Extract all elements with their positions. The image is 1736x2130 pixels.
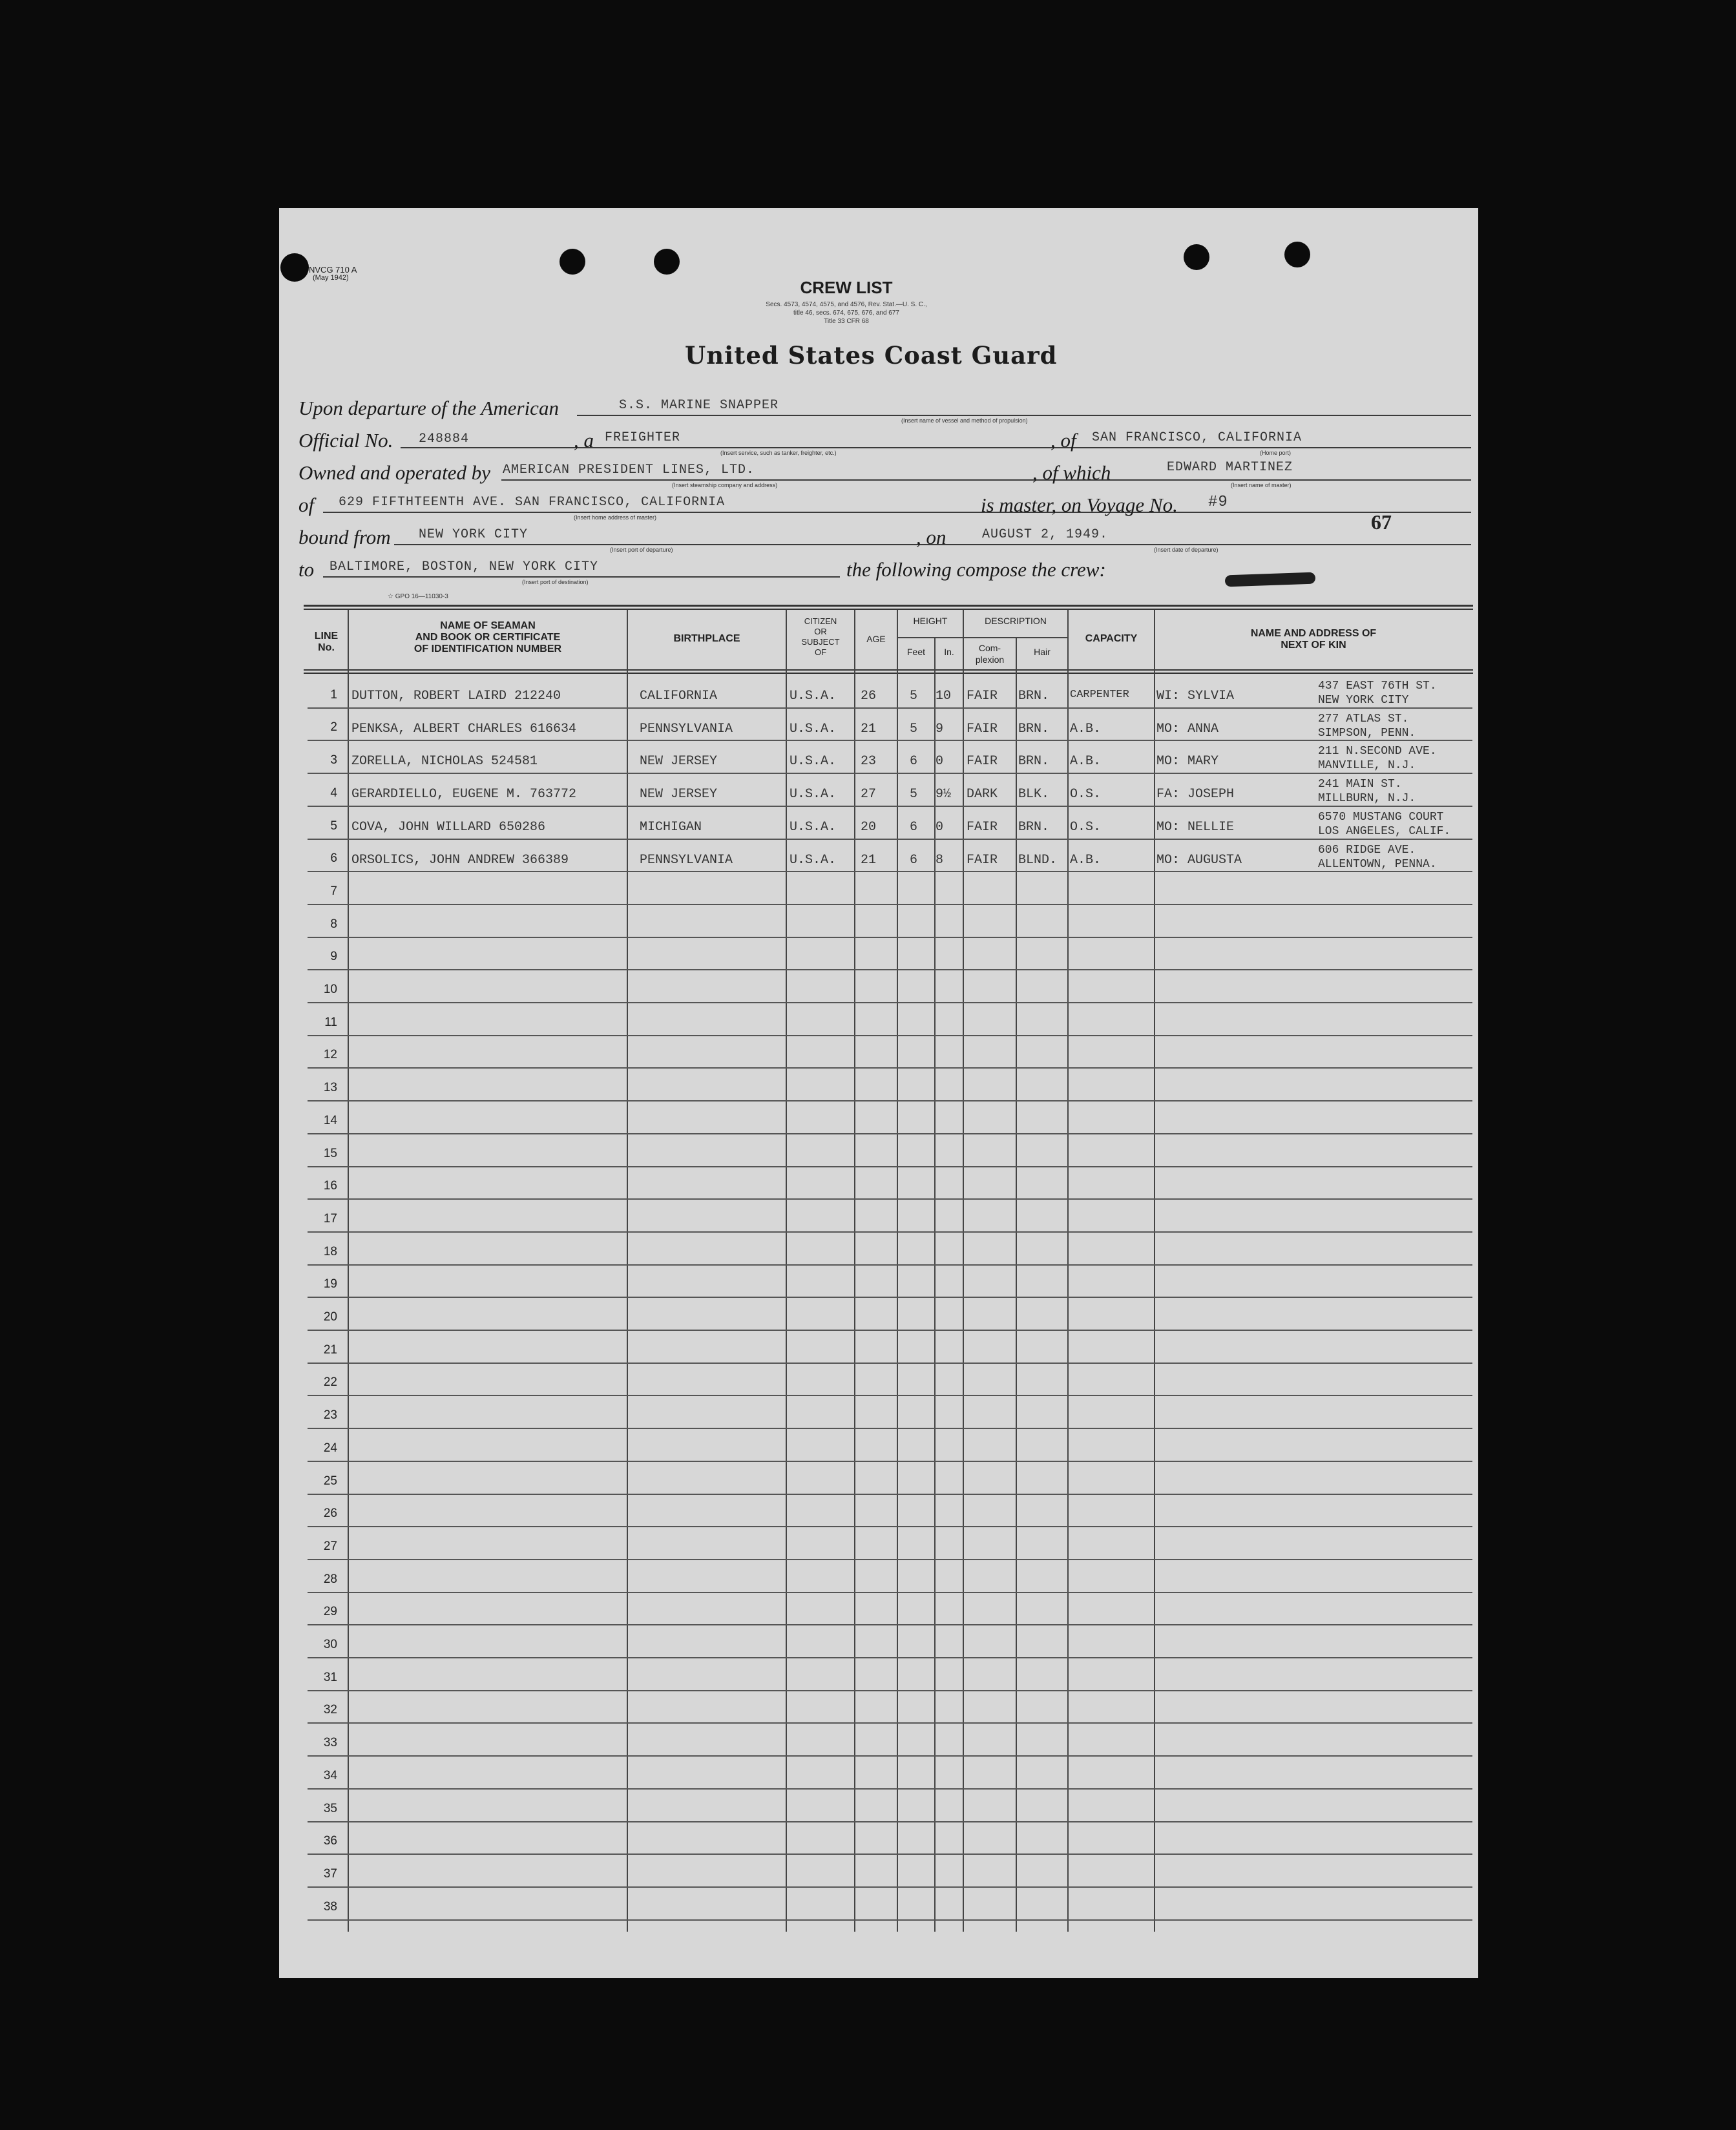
age: 21 xyxy=(861,721,877,736)
line-number: 34 xyxy=(323,1768,337,1782)
header-capacity: CAPACITY xyxy=(1085,633,1138,644)
service-hint: (Insert service, such as tanker, freighter, etc.) xyxy=(720,450,837,456)
line-number: 13 xyxy=(323,1081,337,1095)
form-title: CREW LIST xyxy=(800,278,893,297)
service-value: FREIGHTER xyxy=(605,430,681,445)
header-name: NAME OF SEAMAN AND BOOK OR CERTIFICATE OF IDENTIFICATION NUMBER xyxy=(413,620,562,654)
line-number: 38 xyxy=(323,1899,337,1914)
line-number: 8 xyxy=(330,917,337,931)
header-citizen: CITIZEN OR SUBJECT OF xyxy=(801,616,840,657)
row-divider xyxy=(308,1166,1472,1167)
official-no-value: 248884 xyxy=(419,432,470,446)
row-divider xyxy=(308,1067,1472,1069)
age: 27 xyxy=(861,787,877,802)
line-number: 26 xyxy=(323,1507,337,1521)
line-number: 3 xyxy=(330,753,337,767)
header-inches: In. xyxy=(944,647,954,657)
line-number: 15 xyxy=(323,1146,337,1160)
height-feet: 5 xyxy=(910,787,918,802)
company-value: AMERICAN PRESIDENT LINES, LTD. xyxy=(503,463,755,477)
kin-name: MO: AUGUSTA xyxy=(1156,852,1242,868)
row-divider xyxy=(308,1690,1472,1691)
kin-address: 437 EAST 76TH ST. xyxy=(1318,680,1437,693)
height-feet: 5 xyxy=(910,721,918,736)
seaman-name: COVA, JOHN WILLARD 650286 xyxy=(351,819,546,835)
line-number: 30 xyxy=(323,1638,337,1651)
statute-reference: Secs. 4573, 4574, 4575, and 4576, Rev. Stat.—U. S. C., xyxy=(766,301,927,308)
hair-color: BRN. xyxy=(1018,689,1050,704)
statute-reference: Title 33 CFR 68 xyxy=(824,318,869,325)
vessel-hint: (Insert name of vessel and method of propulsion) xyxy=(901,417,1028,424)
height-feet: 5 xyxy=(910,689,918,704)
home-port-value: SAN FRANCISCO, CALIFORNIA xyxy=(1092,430,1302,445)
citizenship: U.S.A. xyxy=(790,754,837,769)
height-feet: 6 xyxy=(910,819,918,835)
height-inches: 0 xyxy=(936,754,944,769)
row-divider xyxy=(308,1494,1472,1495)
form-date: (May 1942) xyxy=(313,274,349,282)
kin-address: 6570 MUSTANG COURT xyxy=(1318,810,1444,824)
row-divider xyxy=(308,1133,1472,1134)
kin-name: MO: MARY xyxy=(1156,754,1219,769)
kin-address: LOS ANGELES, CALIF. xyxy=(1318,824,1451,838)
line-number: 20 xyxy=(323,1310,337,1324)
kin-address: ALLENTOWN, PENNA. xyxy=(1318,857,1437,871)
kin-address: 211 N.SECOND AVE. xyxy=(1318,745,1437,758)
row-divider xyxy=(308,1231,1472,1233)
following-label: the following compose the crew: xyxy=(846,558,1106,581)
hair-color: BRN. xyxy=(1018,819,1050,835)
capacity: A.B. xyxy=(1070,852,1102,868)
form-number: NVCG 710 A xyxy=(309,265,357,275)
complexion: FAIR xyxy=(967,721,998,736)
company-hint: (Insert steamship company and address) xyxy=(672,482,778,488)
master-address-hint: (Insert home address of master) xyxy=(574,514,657,521)
birthplace: NEW JERSEY xyxy=(640,754,718,769)
kin-address: MANVILLE, N.J. xyxy=(1318,759,1416,773)
master-value: EDWARD MARTINEZ xyxy=(1167,460,1293,475)
row-divider xyxy=(308,1428,1472,1429)
complexion: FAIR xyxy=(967,754,998,769)
row-divider xyxy=(308,740,1472,741)
height-inches: 9½ xyxy=(936,787,952,802)
row-divider xyxy=(308,1297,1472,1298)
line-number: 23 xyxy=(323,1408,337,1423)
row-divider xyxy=(308,904,1472,905)
bound-from-label: bound from xyxy=(298,526,391,548)
line-number: 10 xyxy=(323,983,337,996)
height-inches: 0 xyxy=(936,819,944,835)
row-divider xyxy=(308,1035,1472,1036)
row-divider xyxy=(308,1657,1472,1658)
birthplace: CALIFORNIA xyxy=(640,689,718,704)
destination-value: BALTIMORE, BOSTON, NEW YORK CITY xyxy=(329,559,599,574)
line-number: 19 xyxy=(323,1277,337,1291)
line-number: 17 xyxy=(323,1211,337,1226)
line-number: 16 xyxy=(323,1179,337,1193)
hair-color: BRN. xyxy=(1018,721,1050,736)
row-divider xyxy=(308,1526,1472,1527)
row-divider xyxy=(308,1559,1472,1560)
row-divider xyxy=(308,806,1472,807)
master-address-value: 629 FIFTHTEENTH AVE. SAN FRANCISCO, CALIFORNIA xyxy=(339,495,726,510)
complexion: FAIR xyxy=(967,819,998,835)
row-divider xyxy=(308,1198,1472,1200)
line-number: 24 xyxy=(323,1441,337,1455)
line-number: 2 xyxy=(330,720,337,735)
agency-title: United States Coast Guard xyxy=(685,341,1058,370)
line-number: 12 xyxy=(323,1048,337,1062)
complexion: DARK xyxy=(967,787,998,802)
kin-address: 606 RIDGE AVE. xyxy=(1318,843,1416,857)
hair-color: BRN. xyxy=(1018,754,1050,769)
kin-name: MO: ANNA xyxy=(1156,721,1219,736)
date-departure-value: AUGUST 2, 1949. xyxy=(982,527,1109,542)
official-no-label: Official No. xyxy=(298,429,393,452)
kin-address: NEW YORK CITY xyxy=(1318,694,1409,707)
row-divider xyxy=(308,1821,1472,1822)
row-divider xyxy=(308,1264,1472,1266)
line-number: 28 xyxy=(323,1572,337,1586)
kin-address: 277 ATLAS ST. xyxy=(1318,712,1409,726)
birthplace: PENNSYLVANIA xyxy=(640,852,733,868)
birthplace: MICHIGAN xyxy=(640,819,702,835)
row-divider xyxy=(308,937,1472,938)
line-number: 9 xyxy=(330,950,337,964)
kin-name: MO: NELLIE xyxy=(1156,819,1235,835)
citizenship: U.S.A. xyxy=(790,852,837,868)
header-height: HEIGHT xyxy=(913,616,948,626)
age: 23 xyxy=(861,754,877,769)
comma-a-label: , a xyxy=(574,429,594,452)
seaman-name: DUTTON, ROBERT LAIRD 212240 xyxy=(351,689,561,704)
line-number: 36 xyxy=(323,1834,337,1848)
citizenship: U.S.A. xyxy=(790,689,837,704)
kin-name: FA: JOSEPH xyxy=(1156,787,1235,802)
kin-address: SIMPSON, PENN. xyxy=(1318,726,1416,740)
line-number: 25 xyxy=(323,1474,337,1488)
upon-departure-label: Upon departure of the American xyxy=(298,397,559,419)
seaman-name: ORSOLICS, JOHN ANDREW 366389 xyxy=(351,852,569,868)
header-complexion: Com- plexion xyxy=(975,643,1005,665)
punch-hole xyxy=(1184,244,1209,270)
statute-reference: title 46, secs. 674, 675, 676, and 677 xyxy=(793,309,899,317)
row-divider xyxy=(308,1100,1472,1102)
height-feet: 6 xyxy=(910,852,918,868)
date-departure-hint: (Insert date of departure) xyxy=(1154,547,1218,553)
row-divider xyxy=(308,1363,1472,1364)
line-number: 31 xyxy=(323,1670,337,1684)
line-number: 18 xyxy=(323,1244,337,1258)
row-divider xyxy=(308,1919,1472,1921)
kin-address: MILLBURN, N.J. xyxy=(1318,792,1416,806)
row-divider xyxy=(308,1788,1472,1790)
row-divider xyxy=(308,1592,1472,1593)
line-number: 22 xyxy=(323,1375,337,1390)
line-number: 27 xyxy=(323,1539,337,1553)
row-divider xyxy=(308,871,1472,872)
line-number: 14 xyxy=(323,1113,337,1127)
capacity: O.S. xyxy=(1070,819,1102,835)
port-departure-value: NEW YORK CITY xyxy=(419,527,528,542)
line-number: 6 xyxy=(330,851,337,866)
capacity: CARPENTER xyxy=(1070,689,1129,701)
height-feet: 6 xyxy=(910,754,918,769)
complexion: FAIR xyxy=(967,852,998,868)
citizenship: U.S.A. xyxy=(790,721,837,736)
line-number: 33 xyxy=(323,1736,337,1750)
line-number: 11 xyxy=(324,1015,337,1029)
punch-hole xyxy=(654,249,680,275)
printer-mark: ☆ GPO 16—11030-3 xyxy=(388,593,448,600)
row-divider xyxy=(308,1624,1472,1625)
capacity: A.B. xyxy=(1070,721,1102,736)
birthplace: NEW JERSEY xyxy=(640,787,718,802)
hair-color: BLK. xyxy=(1018,787,1050,802)
row-divider xyxy=(308,773,1472,774)
is-master-label: is master, on Voyage No. xyxy=(981,494,1178,516)
line-number: 35 xyxy=(323,1801,337,1815)
header-description: DESCRIPTION xyxy=(985,616,1047,626)
seaman-name: PENKSA, ALBERT CHARLES 616634 xyxy=(351,721,577,736)
row-divider xyxy=(308,707,1472,709)
age: 26 xyxy=(861,689,877,704)
row-divider xyxy=(308,1002,1472,1003)
line-number: 32 xyxy=(323,1703,337,1717)
row-divider xyxy=(308,1853,1472,1855)
height-inches: 9 xyxy=(936,721,944,736)
row-divider xyxy=(308,1722,1472,1724)
page-number: 67 xyxy=(1371,510,1392,534)
vessel-name-value: S.S. MARINE SNAPPER xyxy=(619,398,779,413)
to-label: to xyxy=(298,558,315,581)
capacity: O.S. xyxy=(1070,787,1102,802)
punch-hole xyxy=(559,249,585,275)
owned-operated-label: Owned and operated by xyxy=(298,461,491,484)
line-number: 7 xyxy=(330,884,337,898)
row-divider xyxy=(308,1755,1472,1757)
row-divider xyxy=(308,1330,1472,1331)
citizenship: U.S.A. xyxy=(790,787,837,802)
comma-of-label: , of xyxy=(1051,429,1076,452)
line-number: 5 xyxy=(330,819,337,833)
header-birthplace: BIRTHPLACE xyxy=(673,633,740,644)
header-age: AGE xyxy=(866,634,886,644)
row-divider xyxy=(308,969,1472,970)
voyage-no-value: #9 xyxy=(1208,494,1228,511)
of-label: of xyxy=(298,494,315,516)
seaman-name: ZORELLA, NICHOLAS 524581 xyxy=(351,754,538,769)
punch-hole xyxy=(280,253,309,282)
home-port-hint: (Home port) xyxy=(1260,450,1292,456)
port-departure-hint: (Insert port of departure) xyxy=(610,547,673,553)
header-hair: Hair xyxy=(1034,647,1051,657)
master-hint: (Insert name of master) xyxy=(1231,482,1292,488)
height-inches: 8 xyxy=(936,852,944,868)
complexion: FAIR xyxy=(967,689,998,704)
capacity: A.B. xyxy=(1070,754,1102,769)
row-divider xyxy=(308,1461,1472,1462)
row-divider xyxy=(308,1395,1472,1396)
header-next-of-kin: NAME AND ADDRESS OF NEXT OF KIN xyxy=(1250,628,1377,651)
header-feet: Feet xyxy=(906,647,925,657)
line-number: 21 xyxy=(323,1342,337,1357)
kin-address: 241 MAIN ST. xyxy=(1318,778,1402,791)
on-label: , on xyxy=(916,526,946,548)
age: 20 xyxy=(861,819,877,835)
height-inches: 10 xyxy=(936,689,952,704)
age: 21 xyxy=(861,852,877,868)
line-number: 4 xyxy=(330,786,337,800)
kin-name: WI: SYLVIA xyxy=(1156,689,1235,704)
line-number: 29 xyxy=(323,1605,337,1619)
destination-hint: (Insert port of destination) xyxy=(522,579,589,585)
citizenship: U.S.A. xyxy=(790,819,837,835)
birthplace: PENNSYLVANIA xyxy=(640,721,733,736)
row-divider xyxy=(308,839,1472,840)
header-line-no: LINE No. xyxy=(314,631,339,653)
row-divider xyxy=(308,1886,1472,1888)
punch-hole xyxy=(1284,242,1310,267)
line-number: 1 xyxy=(330,687,337,702)
of-which-label: , of which xyxy=(1032,461,1111,484)
line-number: 37 xyxy=(323,1866,337,1881)
hair-color: BLND. xyxy=(1018,852,1058,868)
seaman-name: GERARDIELLO, EUGENE M. 763772 xyxy=(351,787,577,802)
